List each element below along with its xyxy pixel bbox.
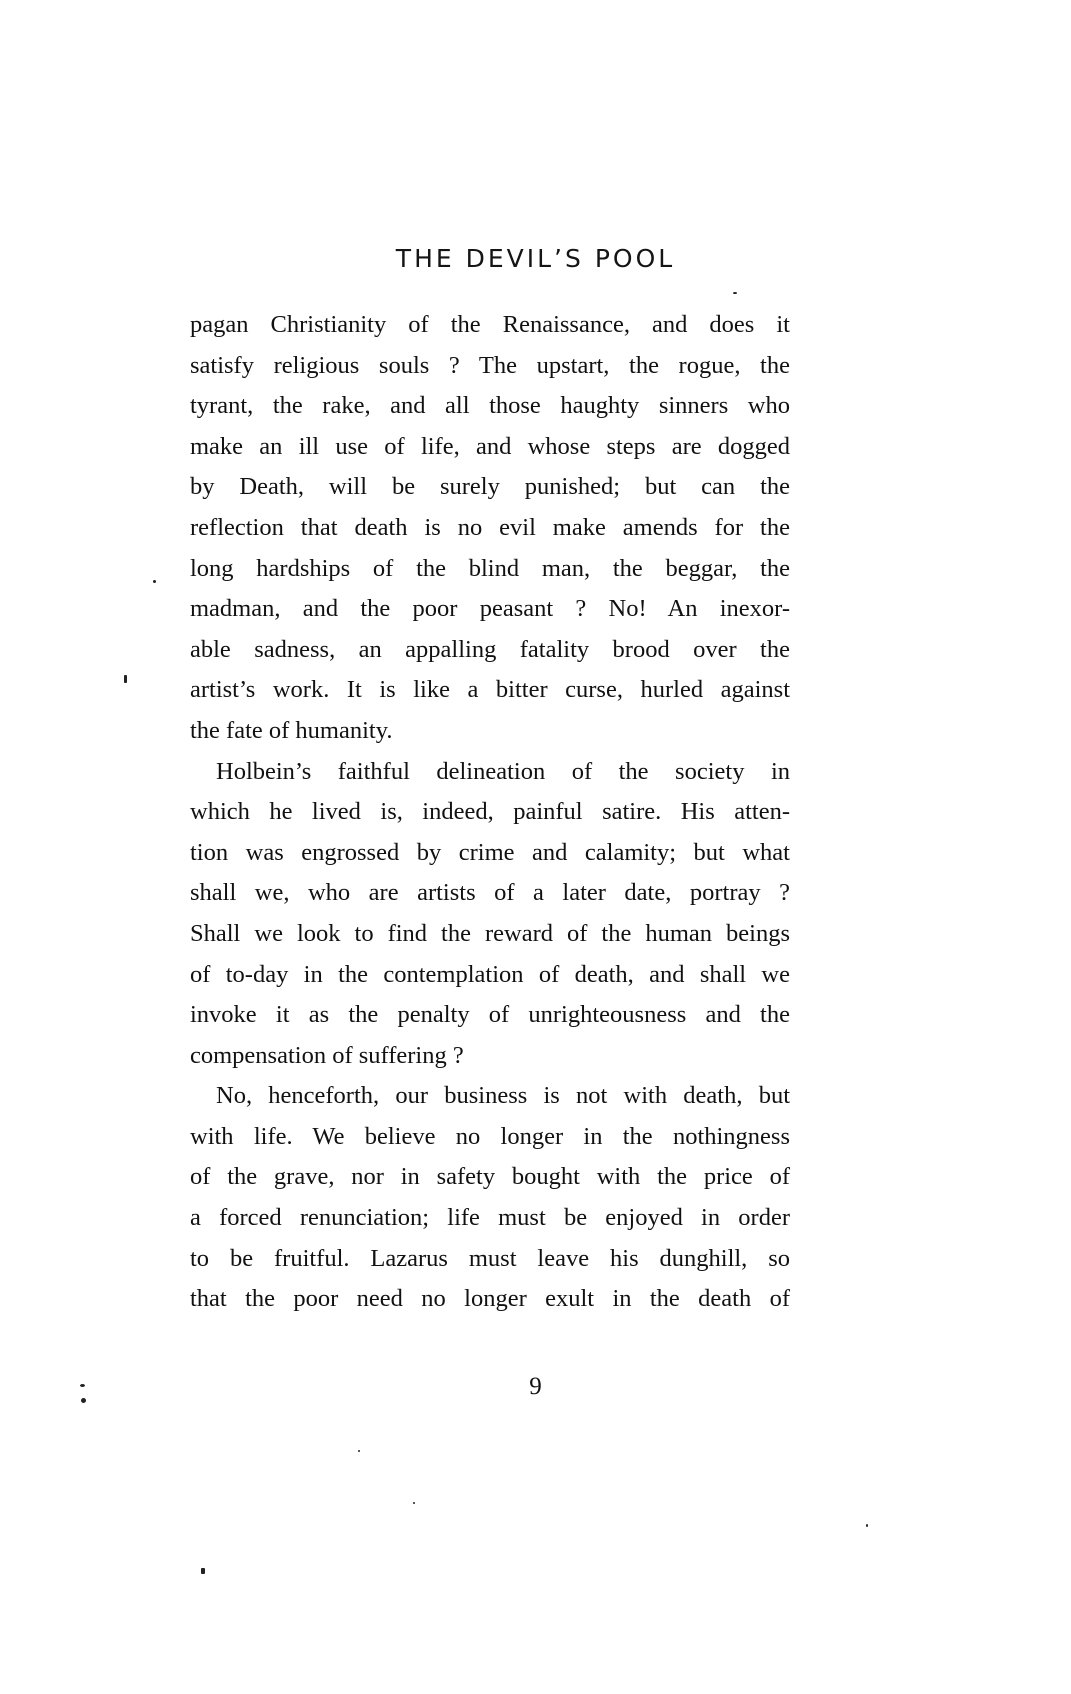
text-line: of to-day in the contemplation of death, and shall we xyxy=(190,960,790,988)
text-line: reflection that death is no evil make amends for the xyxy=(190,513,790,541)
text-line: Holbein’s faithful delineation of the society in xyxy=(216,757,790,785)
scan-speck xyxy=(124,675,127,683)
text-line: which he lived is, indeed, painful satire. His atten- xyxy=(190,798,790,826)
paragraph-3 xyxy=(190,1076,790,1320)
scan-speck xyxy=(81,1398,86,1403)
text-line: shall we, who are artists of a later date, portray ? xyxy=(190,879,790,907)
text-line: pagan Christianity of the Renaissance, and does it xyxy=(190,311,790,338)
text-line: compensation of suffering ? xyxy=(190,1041,464,1069)
text-line: make an ill use of life, and whose steps are dogged xyxy=(190,432,790,460)
text-line: madman, and the poor peasant ? No! An inexor- xyxy=(190,595,790,623)
text-line: the fate of humanity. xyxy=(190,716,393,744)
scan-speck xyxy=(153,580,156,583)
paragraph-1 xyxy=(190,305,790,752)
text-line: with life. We believe no longer in the nothingness xyxy=(190,1122,790,1150)
page-number: 9 xyxy=(529,1373,542,1400)
body-text xyxy=(190,305,790,1320)
running-title: THE DEVIL’S POOL xyxy=(395,244,676,273)
scan-speck xyxy=(80,1384,85,1387)
text-line: artist’s work. It is like a bitter curse, hurled against xyxy=(190,676,790,704)
text-line: invoke it as the penalty of unrighteousness and the xyxy=(190,1001,790,1029)
scan-speck xyxy=(201,1568,205,1574)
scan-speck xyxy=(866,1524,868,1527)
paragraph-2 xyxy=(190,752,790,1077)
text-line: to be fruitful. Lazarus must leave his dunghill, so xyxy=(190,1244,790,1272)
scan-speck xyxy=(358,1450,360,1452)
text-line: that the poor need no longer exult in the death of xyxy=(190,1285,790,1313)
text-line: a forced renunciation; life must be enjoyed in order xyxy=(190,1204,790,1232)
text-line: of the grave, nor in safety bought with the price of xyxy=(190,1163,790,1191)
text-line: by Death, will be surely punished; but can the xyxy=(190,473,790,501)
text-line: satisfy religious souls ? The upstart, the rogue, the xyxy=(190,351,790,379)
text-line: long hardships of the blind man, the beggar, the xyxy=(190,554,790,582)
text-line: tion was engrossed by crime and calamity; but what xyxy=(190,838,790,866)
text-line: tyrant, the rake, and all those haughty sinners who xyxy=(190,392,790,420)
text-line: able sadness, an appalling fatality brood over the xyxy=(190,635,790,663)
scan-speck xyxy=(413,1502,415,1504)
scan-speck xyxy=(733,292,737,294)
text-line: Shall we look to find the reward of the human beings xyxy=(190,919,790,947)
text-line: No, henceforth, our business is not with death, but xyxy=(216,1082,790,1110)
